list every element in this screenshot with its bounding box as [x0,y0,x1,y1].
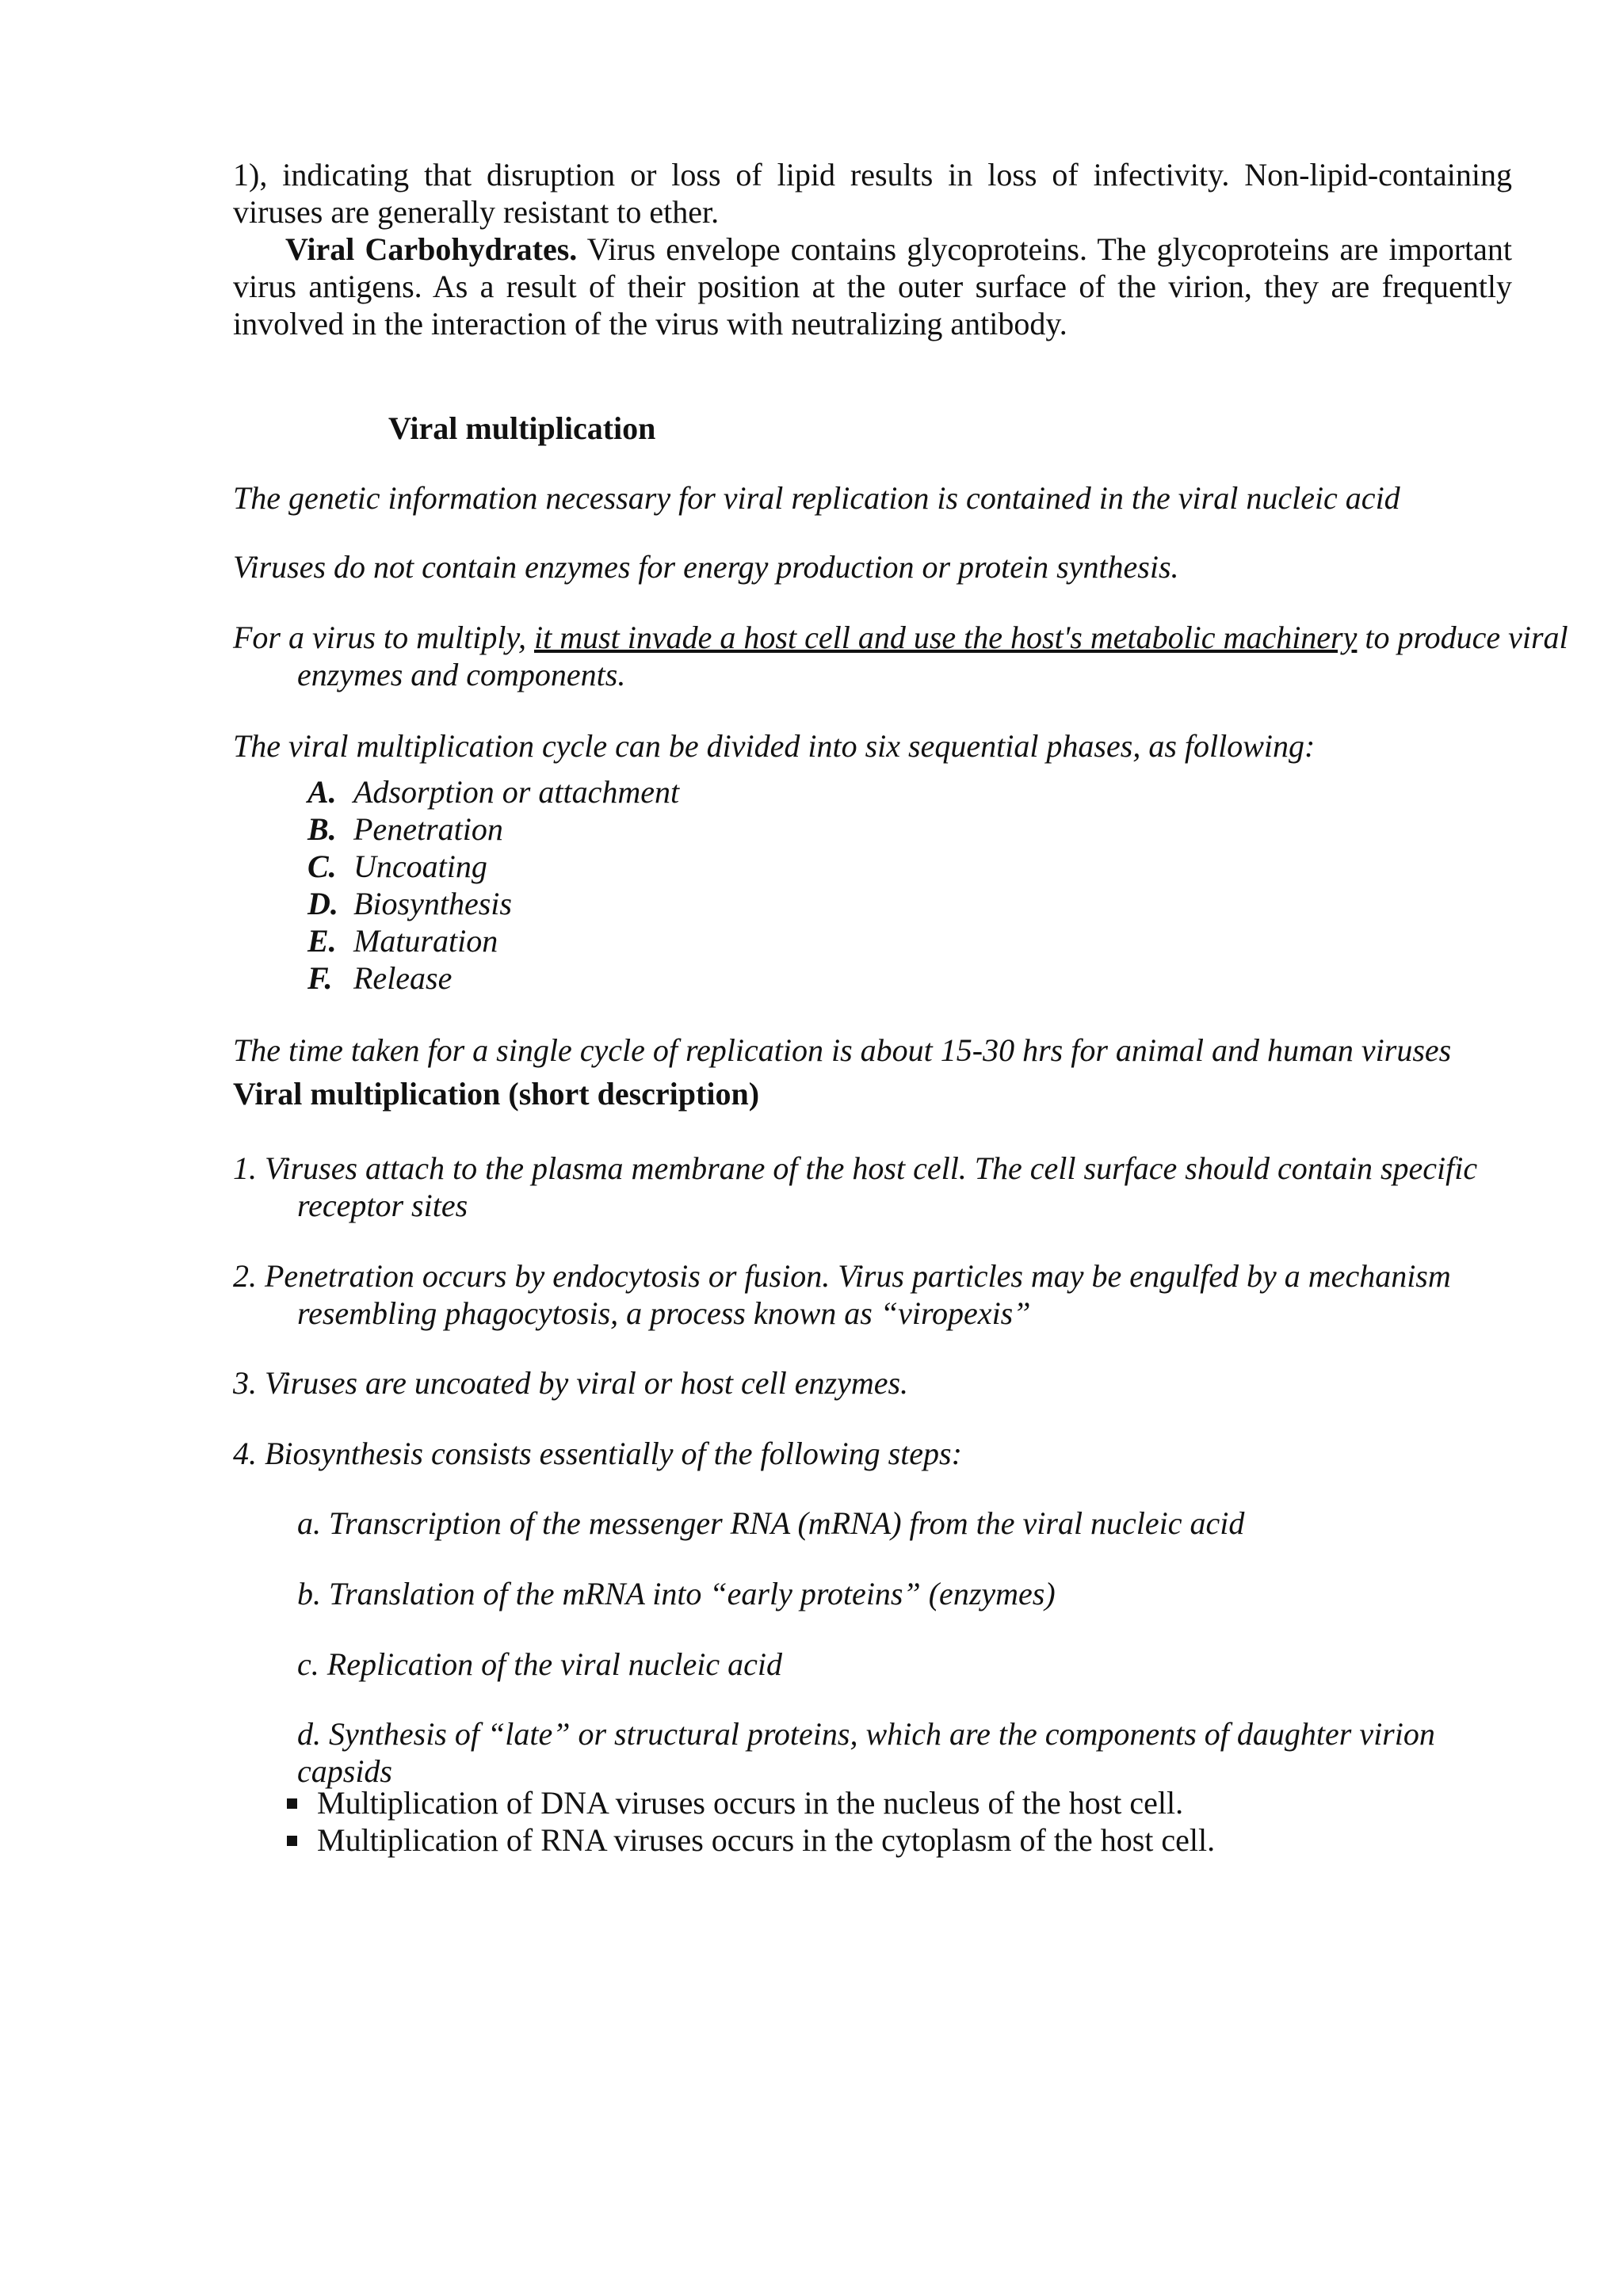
list-item [307,959,1512,997]
list-item [285,1821,1512,1859]
phase-list-block [233,773,1512,997]
section-heading: Viral multiplication [388,410,656,446]
list-item [307,810,1512,848]
substep-translation: b. Translation of the mRNA into “early proteins” (enzymes) [297,1576,1056,1611]
substep-transcription: a. Transcription of the messenger RNA (mRNA) from the viral nucleic acid [297,1505,1245,1541]
step-biosynthesis: 4. Biosynthesis consists essentially of the following steps: [233,1436,962,1471]
bullet-text: Multiplication of RNA viruses occurs in the cytoplasm of the host cell. [317,1822,1216,1858]
step-attach: 1. Viruses attach to the plasma membrane of the host cell. The cell surface should contain specific receptor sites [233,1150,1478,1223]
bullet-list [233,1784,1512,1859]
carbohydrates-paragraph [233,231,1512,342]
step-uncoating: 3. Viruses are uncoated by viral or host cell enzymes. [233,1365,909,1401]
list-item [307,885,1512,922]
phase-letter: E. [307,923,337,959]
lipid-paragraph: 1), indicating that disruption or loss of lipid results in loss of infectivity. Non-lipid-containing viruses are generally resistant to ether. [233,157,1512,230]
phase-label: Maturation [353,923,498,959]
enzymes-paragraph: Viruses do not contain enzymes for energy production or protein synthesis. [233,549,1179,585]
phase-letter: A. [307,774,337,810]
phase-label: Biosynthesis [353,886,512,921]
multiply-paragraph [233,619,1576,693]
short-description-heading: Viral multiplication (short description) [233,1076,760,1112]
replication-time-paragraph: The time taken for a single cycle of replication is about 15-30 hrs for animal and human viruses [233,1032,1452,1068]
phase-letter: C. [307,849,337,884]
multiply-text-start: For a virus to multiply, [233,620,534,655]
carbohydrates-label: Viral Carbohydrates. [285,231,578,267]
substep-replication: c. Replication of the viral nucleic acid [297,1646,783,1682]
list-item [307,848,1512,885]
list-item [307,922,1512,959]
multiply-underlined: it must invade a host cell and use the host's metabolic machinery [534,620,1358,655]
square-bullet-icon [287,1836,297,1846]
phase-label: Uncoating [353,849,487,884]
substep-synthesis: d. Synthesis of “late” or structural proteins, which are the components of daughter virion capsids [297,1716,1435,1789]
phase-label: Adsorption or attachment [353,774,680,810]
phase-list [233,773,1512,997]
phase-label: Release [353,960,453,996]
carbohydrates-text: Virus envelope contains glycoproteins. The glycoproteins are important virus antigens. As a result of their position at the outer surface of the virion, they are frequently involved in the interaction of the virus with neutralizing antibody. [233,231,1512,341]
bullet-block [233,1784,1512,1859]
list-item [307,773,1512,810]
bullet-text: Multiplication of DNA viruses occurs in the nucleus of the host cell. [317,1785,1184,1821]
phase-letter: D. [307,886,338,921]
square-bullet-icon [287,1798,297,1809]
phase-letter: F. [307,960,333,996]
multiply-text-end: to produce viral enzymes and components. [297,620,1568,692]
intro-block [233,156,1512,342]
phase-label: Penetration [353,811,503,847]
step-penetration: 2. Penetration occurs by endocytosis or fusion. Virus particles may be engulfed by a mechanism resembling phagocytosis, a process known as “viropexis” [233,1258,1451,1331]
phase-letter: B. [307,811,337,847]
list-item [285,1784,1512,1821]
cycle-paragraph: The viral multiplication cycle can be divided into six sequential phases, as following: [233,728,1316,764]
genetic-info-paragraph: The genetic information necessary for viral replication is contained in the viral nucleic acid [233,480,1400,516]
